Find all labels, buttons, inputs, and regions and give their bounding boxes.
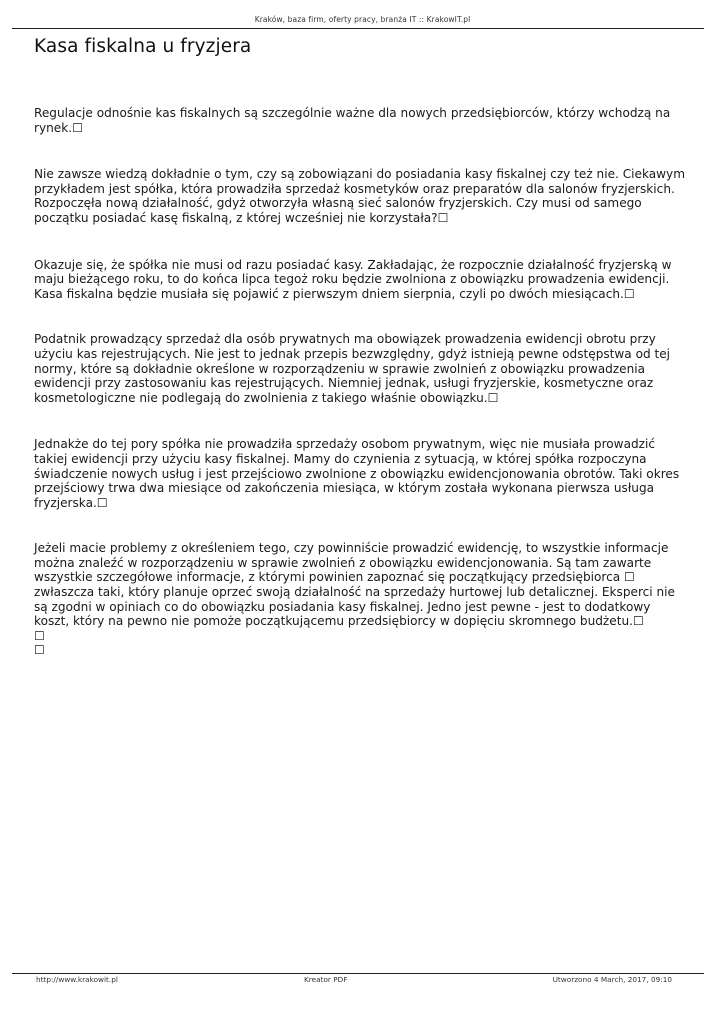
paragraph-6: [34, 541, 689, 629]
paragraph-5: [34, 437, 689, 510]
page-header: Kraków, baza firm, oferty pracy, branża IT :: KrakowIT.pl: [254, 15, 471, 24]
missing-glyph-icon: ☐: [487, 390, 499, 405]
paragraph-2-text: Nie zawsze wiedzą dokładnie o tym, czy są zobowiązani do posiadania kasy fiskalnej czy też nie. Ciekawym przykładem jest spółka, która prowadziła sprzedaż kosmetyków oraz preparatów dla salonów fryzjerskich. Rozpoczęła nową działalność, gdyż otworzyła własną sieć salonów fryzjerskich. Czy musi od samego początku posiadać kasę fiskalną, z której wcześniej nie korzystała?: [34, 167, 685, 225]
page-footer: [34, 975, 672, 987]
paragraph-1-text: Regulacje odnośnie kas fiskalnych są szczególnie ważne dla nowych przedsiębiorców, którzy wchodzą na rynek.: [34, 106, 671, 135]
footer-divider: [12, 973, 704, 974]
missing-glyph-icon: ☐: [632, 614, 644, 629]
article-title: Kasa fiskalna u fryzjera: [34, 36, 252, 57]
article-body: [34, 106, 689, 658]
paragraph-1: [34, 106, 689, 135]
header-divider: [12, 28, 704, 29]
paragraph-6-text-b: zwłaszcza taki, który planuje oprzeć swoją działalność na sprzedaży hurtowej lub detalicznej. Eksperci nie są zgodni w opiniach co do obowiązku posiadania kasy fiskalnej. Jedno jest pewne - jest to dodatkowy koszt, który na pewno nie pomoże początkującemu przedsiębiorcy w dopięciu skromnego budżetu.: [34, 585, 675, 629]
footer-creator: Kreator PDF: [304, 975, 348, 984]
paragraph-3-text: Okazuje się, że spółka nie musi od razu posiadać kasy. Zakładając, że rozpocznie działalność fryzjerską w maju bieżącego roku, to do końca lipca tegoż roku będzie zwolniona z obowiązku prowadzenia ewidencji. Kasa fiskalna będzie musiała się pojawić z pierwszym dniem sierpnia, czyli po dwóch miesiącach.: [34, 257, 672, 301]
trailing-glyph-line-1: [34, 629, 689, 644]
paragraph-6-text-a: Jeżeli macie problemy z określeniem tego, czy powinniście prowadzić ewidencję, to wszystkie informacje można znaleźć w rozporządzeniu w sprawie zwolnień z obowiązku ewidencjonowania. Są tam zawarte wszystkie szczegółowe informacje, z którymi powinien zapoznać się początkujący przedsiębiorca: [34, 541, 669, 585]
missing-glyph-icon: ☐: [72, 120, 83, 135]
paragraph-3: [34, 258, 689, 302]
footer-created-date: Utworzono 4 March, 2017, 09:10: [552, 975, 672, 984]
paragraph-4: [34, 332, 689, 405]
missing-glyph-icon: ☐: [437, 210, 449, 225]
trailing-glyph-line-2: [34, 643, 689, 658]
paragraph-5-text: Jednakże do tej pory spółka nie prowadziła sprzedaży osobom prywatnym, więc nie musiała prowadzić takiej ewidencji przy użyciu kasy fiskalnej. Mamy do czynienia z sytuacją, w której spółka rozpoczyna świadczenie nowych usług i jest przejściowo zwolnione z obowiązku ewidencjonowania obrotów. Taki okres przejściowy trwa dwa miesiące od zakończenia miesiąca, w którym została wykonana pierwsza usługa fryzjerska.: [34, 437, 680, 510]
footer-url: http://www.krakowit.pl: [36, 975, 118, 984]
missing-glyph-icon: ☐: [623, 286, 635, 301]
paragraph-2: [34, 167, 689, 225]
paragraph-4-text: Podatnik prowadzący sprzedaż dla osób prywatnych ma obowiązek prowadzenia ewidencji obrotu przy użyciu kas rejestrujących. Nie jest to jednak przepis bezwzględny, gdyż istnieją pewne odstępstwa od tej normy, które są dokładnie określone w rozporządzeniu w sprawie zwolnień z obowiązku prowadzenia ewidencji przy zastosowaniu kas rejestrujących. Niemniej jednak, usługi fryzjerskie, kosmetyczne oraz kosmetologiczne nie podlegają do zwolnienia z takiego właśnie obowiązku.: [34, 332, 671, 405]
missing-glyph-icon: ☐: [34, 643, 45, 658]
missing-glyph-icon: ☐: [96, 495, 108, 510]
missing-glyph-icon: ☐: [624, 570, 635, 585]
missing-glyph-icon: ☐: [34, 628, 45, 643]
